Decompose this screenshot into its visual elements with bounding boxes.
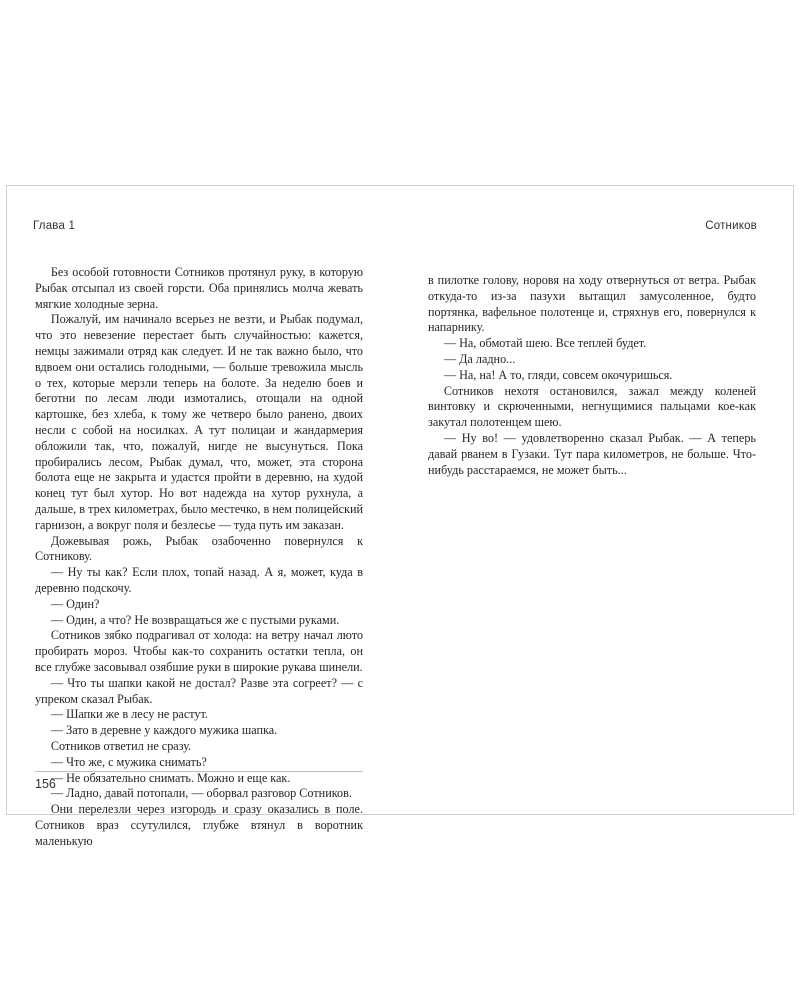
left-page-text [35,265,363,849]
paragraph: — Не обязательно снимать. Можно и еще как. [50,770,291,785]
running-head-left: Глава 1 [33,220,76,232]
paragraph: Пожалуй, им начинало всерьез не везти, и Рыбак подумал, что это невезение перестает быть случайностью: кажется, немцы зажимали отряд как следует. И не так важно было, что вдвоем они остались голодными, — больше тревожила мысль о тех, которые мерзли теперь на болоте. За неделю боев и беготни по лесам люди измотались, отощали на одной картошке, без хлеба, к тому же четверо было ранено, двоих несли с собой на носилках. А тут полицаи и жандармерия обложили так, что, пожалуй, нигде не высунуться. Пока пробирались лесом, Рыбак думал, что, может, эта сторона болота еще не закрыта и удастся пройти в деревню, на худой конец тут был хутор. Но вот надежда на хутор рухнула, а дальше, в трех километрах, было местечко, в нем полицейский гарнизон, а вокруг поля и безлесье — туда путь им заказан. [35,312,363,532]
paragraph: — Что ты шапки какой не достал? Разве эта согреет? — с упреком сказал Рыбак. [35,675,363,706]
paragraph: — Ну во! — удовлетворенно сказал Рыбак. — А теперь давай рванем в Гузаки. Тут пара километров, не больше. Что-нибудь расстараемся, не может быть... [428,430,756,477]
paragraph: Сотников ответил не сразу. [50,738,192,753]
paragraph: — Да ладно... [443,351,516,366]
running-head-right: Сотников [705,220,757,232]
paragraph: — Один, а что? Не возвращаться же с пустыми руками. [50,612,340,627]
paragraph: — Ну ты как? Если плох, топай назад. А я, может, куда в деревню подскочу. [35,565,363,595]
paragraph: — На, на! А то, гляди, совсем окочуришься. [443,367,673,382]
paragraph: — На, обмотай шею. Все теплей будет. [443,336,647,351]
paragraph: Они перелезли через изгородь и сразу оказались в поле. Сотников враз ссутулился, глубже втянул в воротник маленькую [35,802,363,848]
folio-rule [35,771,363,772]
paragraph: — Шапки же в лесу не растут. [50,707,208,722]
page-number: 156 [35,777,56,791]
paragraph: Без особой готовности Сотников протянул руку, в которую Рыбак отсыпал из своей горсти. Оба принялись молча жевать мягкие холодные зерна. [35,265,363,311]
paragraph: — Ладно, давай потопали, — оборвал разговор Сотников. [50,786,352,801]
paragraph: Сотников зябко подрагивал от холода: на ветру начал люто пробирать мороз. Чтобы как-то сохранить остатки тепла, он все глубже засовывал озябшие руки в широкие рукава шинели. [35,628,363,674]
paragraph: Дожевывая рожь, Рыбак озабоченно повернулся к Сотникову. [35,533,363,564]
paragraph: — Зато в деревне у каждого мужика шапка. [50,723,278,738]
paragraph: Сотников нехотя остановился, зажал между коленей винтовку и скрюченными, негнущимися пальцами кое-как закутал полотенцем шею. [428,383,756,430]
right-page-text [428,273,756,478]
paragraph: — Что же, с мужика снимать? [50,754,207,769]
continuation-paragraph: в пилотке голову, норовя на ходу отвернуться от ветра. Рыбак откуда-то из-за пазухи вытащил замусоленное, будто портянка, вафельное полотенце и, стряхнув его, повернулся к напарнику. [428,273,756,335]
paragraph: — Один? [50,596,100,611]
